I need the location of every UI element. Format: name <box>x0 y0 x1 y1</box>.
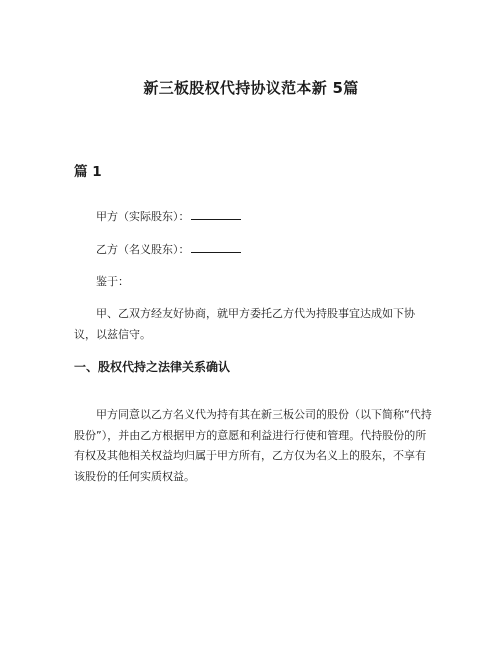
article-1-paragraph <box>74 405 434 487</box>
party-b-blank <box>191 240 241 253</box>
party-a-blank <box>191 207 241 220</box>
article-1-heading: 一、股权代持之法律关系确认 <box>74 360 231 374</box>
article-1-paragraph-text: 甲方同意以乙方名义代为持有其在新三板公司的股份（以下简称“代持股份”），并由乙方根据甲方的意愿和利益进行行使和管理。代持股份的所有权及其他相关权益均归属于甲方所有，乙方仅为名义上的股东，不享有该股份的任何实质权益。 <box>74 408 432 483</box>
party-b-label: 乙方（名义股东）： <box>96 243 190 256</box>
intro-paragraph-text: 甲、乙双方经友好协商，就甲方委托乙方代为持股事宜达成如下协议，以兹信守。 <box>74 307 415 341</box>
section-heading: 篇 1 <box>74 164 102 180</box>
document-title: 新三板股权代持协议范本新 5篇 <box>143 79 359 97</box>
party-a-line <box>96 207 241 227</box>
whereas-label: 鉴于： <box>96 275 129 288</box>
party-b-line <box>96 240 241 260</box>
intro-paragraph <box>74 304 434 345</box>
party-a-label: 甲方（实际股东）： <box>96 210 190 223</box>
